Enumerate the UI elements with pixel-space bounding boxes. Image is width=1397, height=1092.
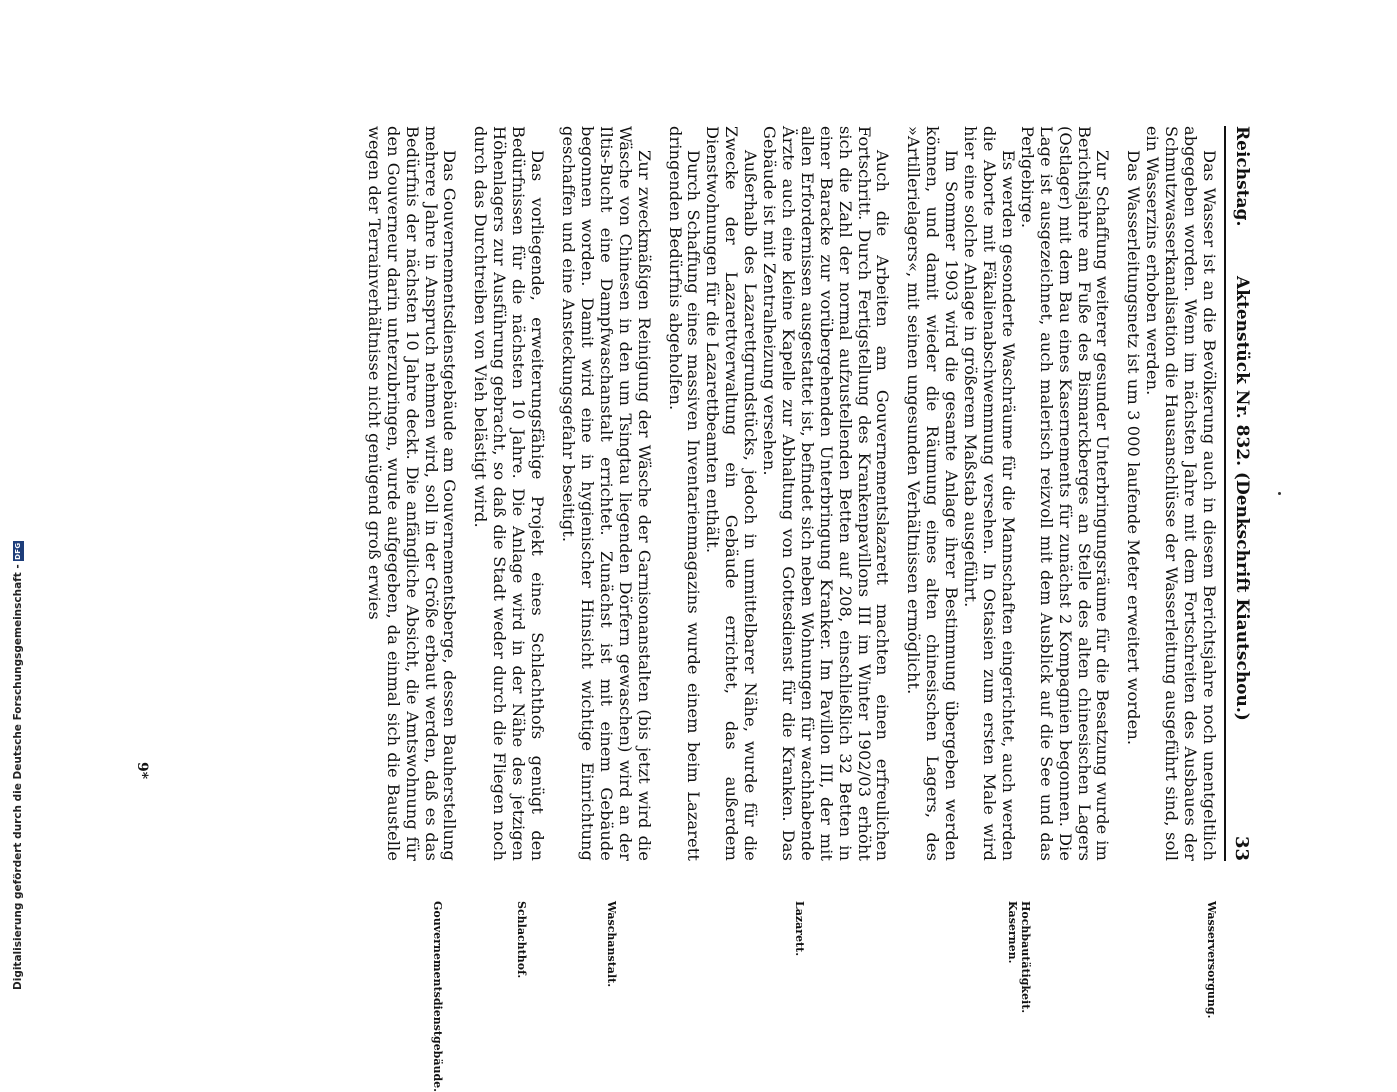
paragraph-government-building: Das Gouvernementsdienstgebäude am Gouvernementsberge, dessen Bauherstellung mehrere Jahre in Anspruch nehmen wird, soll in der Größe erbaut werden, daß es das Bedürfnis der nächsten 10 Jahre deckt. Die anfängliche Absicht, die Amtswohnung für den Gouverneur darin unterzubringen, wurde aufgegeben, da einmal sich die Baustelle wegen der Terrainverhältnisse nicht genügend groß erwies <box>364 126 460 861</box>
margin-note-laundry: Waschanstalt. <box>605 901 618 988</box>
paragraph-laundry: Zur zweckmäßigen Reinigung der Wäsche der Garnisonanstalten (bis jetzt wird die Wäsche von Chinesen in den um Tsingtau liegenden Dörfern gewaschen) wird an der Iltis-Bucht eine Dampfwaschanstalt errichtet. Zunächst ist mit einem Gebäude begonnen worden. Damit wird eine in hygienischer Hinsicht wichtige Einrichtung geschaffen und eine Ansteckungsgefahr beseitigt. <box>559 126 654 861</box>
signature-mark: 9* <box>134 762 150 780</box>
margin-note-water: Wasserversorgung. <box>1205 901 1218 1019</box>
paragraph-slaughterhouse: Das vorliegende, erweiterungsfähige Projekt eines Schlachthofs genügt den Bedürfnissen für die nächsten 10 Jahre. Die Anlage wird in der Nähe des jetzigen Höhenlagers zur Ausführung gebracht, so daß die Stadt weder durch die Fliegen noch durch das Durchtreiben von Vieh belästigt wird. <box>471 126 548 861</box>
paragraph-washrooms: Es werden gesonderte Waschräume für die Mannschaften eingerichtet, auch werden die Aborte mit Fäkalienabschwemmung versehen. In Ostasien zum ersten Male wird hier eine solche Anlage in größerem Maßstab ausgeführt. <box>961 126 1018 861</box>
margin-note-slaughterhouse: Schlachthof. <box>515 901 528 979</box>
margin-note-government-building: Gouvernementsdienstgebäude. <box>431 901 444 1092</box>
header-title: Aktenstück Nr. 832. (Denkschrift Kiautschou.) <box>1232 276 1252 721</box>
paragraph-water-supply: Das Wasser ist an die Bevölkerung auch in diesem Berichtsjahre noch unentgeltlich abgegeben worden. Wenn im nächsten Jahre mit dem Fortschreiten des Ausbaues der Schmutzwasserkanalisation die Hausanschlüsse der Wasserleitung ausgeführt sind, soll ein Wasserzins erhoben werden. <box>1143 126 1219 861</box>
credit-text: Digitalisierung gefördert durch die Deutsche Forschungsgemeinschaft - <box>12 564 24 990</box>
paragraph-hospital: Auch die Arbeiten am Gouvernementslazarett machten einen erfreulichen Fortschritt. Durch Fertigstellung des Krankenpavillons III im Winter 1902/03 erhöht sich die Zahl der normal aufzustellenden Betten auf 208, einschließlich 32 Betten in einer Baracke zur vorübergehenden Unterbringung Kranker. Im Pavillon III, der mit allen Erfordernissen ausgestattet ist, befindet sich neben Wohnungen für wachhabende Ärzte auch eine kleine Kapelle zur Abhaltung von Gottesdienst für die Kranken. Das Gebäude ist mit Zentralheizung versehen. <box>760 126 893 861</box>
paragraph-water-network: Das Wasserleitungsnetz ist um 3 000 laufende Meter erweitert worden. <box>1124 150 1144 746</box>
margin-note-barracks: Hochbautätigkeit. Kasernen. <box>1006 901 1032 1014</box>
header-rule <box>1224 126 1226 861</box>
digitization-credit <box>12 541 24 990</box>
paragraph-inventory: Durch Schaffung eines massiven Inventarienmagazins wurde einem beim Lazarett dringenden Bedürfnis abgeholfen. <box>665 126 704 861</box>
dfg-logo-icon: DFG <box>14 542 22 560</box>
paragraph-summer-1903: Im Sommer 1903 wird die gesamte Anlage ihrer Bestimmung übergeben werden können, und damit wieder die Räumung eines alten chinesischen Lagers, des »Artillerielagers«, mit seinen ungesunden Verhältnissen ermöglicht. <box>904 126 962 861</box>
page-header <box>1228 126 1252 861</box>
paragraph-hospital-admin: Außerhalb des Lazarettgrundstücks, jedoch in unmittelbarer Nähe, wurde für die Zwecke der Lazarettverwaltung ein Gebäude errichtet, das außerdem Dienstwohnungen für die Lazarettbeamten enthält. <box>703 126 761 861</box>
scan-speck <box>1278 492 1281 495</box>
paragraph-barracks: Zur Schaffung weiterer gesunder Unterbringungsräume für die Besatzung wurde im Berichtsjahre am Fuße des Bismarckberges an Stelle des alten chinesischen Lagers (Ostlager) mit dem Bau eines Kasernements für zunächst 2 Kompagnien begonnen. Die Lage ist ausgezeichnet, auch malerisch reizvoll mit dem Ausblick auf die See und das Perlgebirge. <box>1017 126 1113 861</box>
page-body <box>364 126 1218 861</box>
margin-note-hospital: Lazarett. <box>793 901 806 957</box>
page-number: 33 <box>1231 835 1252 861</box>
document-page <box>134 126 1252 1092</box>
header-left: Reichstag. <box>1232 126 1252 227</box>
